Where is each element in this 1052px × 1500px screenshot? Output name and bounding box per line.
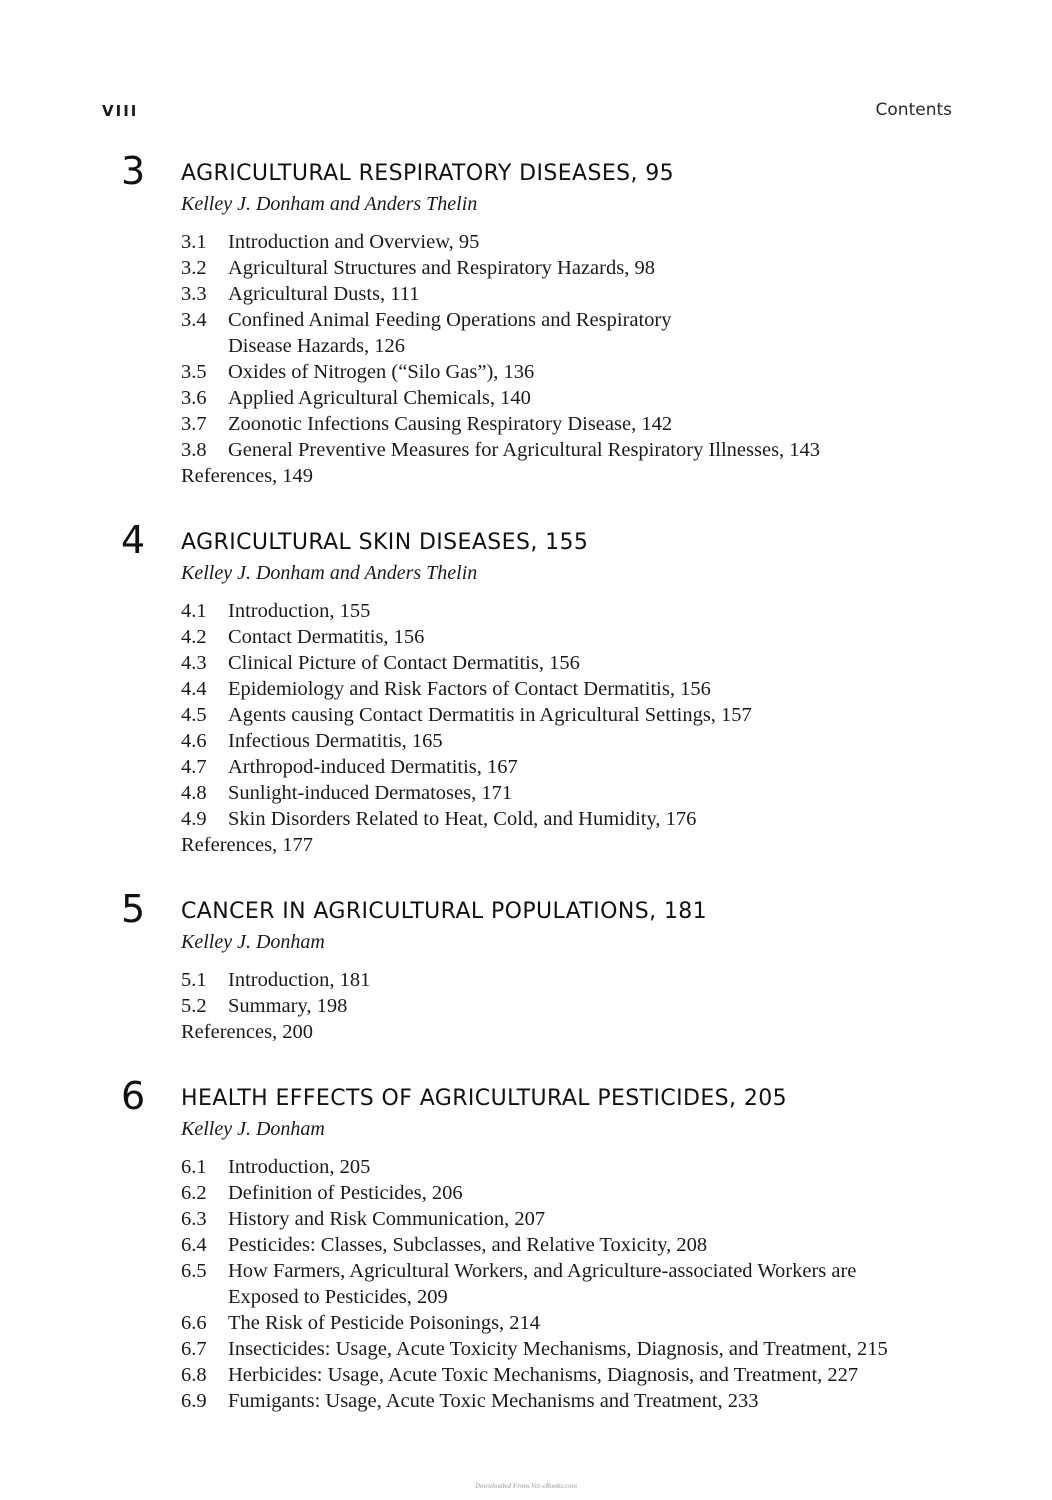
chapter-author: Kelley J. Donham bbox=[181, 931, 325, 953]
chapter-title: AGRICULTURAL RESPIRATORY DISEASES, 95 bbox=[181, 161, 675, 186]
section-title: Definition of Pesticides, 206 bbox=[228, 1182, 463, 1204]
section-number: 3.7 bbox=[181, 413, 207, 435]
toc-entry bbox=[181, 1388, 941, 1414]
section-title: Introduction and Overview, 95 bbox=[228, 231, 480, 253]
toc-entry bbox=[181, 1258, 941, 1310]
section-number: 4.4 bbox=[181, 678, 207, 700]
references-entry: References, 200 bbox=[181, 1021, 314, 1043]
toc-entry bbox=[181, 229, 941, 255]
page-number: VIII bbox=[102, 102, 139, 120]
section-title: Contact Dermatitis, 156 bbox=[228, 626, 425, 648]
section-number: 4.8 bbox=[181, 782, 207, 804]
section-number: 5.2 bbox=[181, 995, 207, 1017]
section-title: Confined Animal Feeding Operations and Respiratory bbox=[228, 309, 672, 331]
section-number: 6.2 bbox=[181, 1182, 207, 1204]
toc-entry bbox=[181, 967, 941, 993]
section-title: Summary, 198 bbox=[228, 995, 348, 1017]
section-number: 4.6 bbox=[181, 730, 207, 752]
references-entry: References, 149 bbox=[181, 465, 314, 487]
toc-entry bbox=[181, 307, 941, 359]
chapter-title: AGRICULTURAL SKIN DISEASES, 155 bbox=[181, 530, 589, 555]
toc-entry bbox=[181, 1154, 941, 1180]
toc-entry bbox=[181, 754, 941, 780]
section-title: Arthropod-induced Dermatitis, 167 bbox=[228, 756, 518, 778]
toc-entry bbox=[181, 1310, 941, 1336]
section-number: 6.4 bbox=[181, 1234, 207, 1256]
section-number: 3.1 bbox=[181, 231, 207, 253]
section-number: 4.1 bbox=[181, 600, 207, 622]
toc-entry bbox=[181, 780, 941, 806]
section-number: 6.5 bbox=[181, 1260, 207, 1282]
section-number: 3.5 bbox=[181, 361, 207, 383]
toc-entry bbox=[181, 728, 941, 754]
toc-entry bbox=[181, 385, 941, 411]
section-title: Introduction, 181 bbox=[228, 969, 371, 991]
section-title: How Farmers, Agricultural Workers, and Agriculture-associated Workers are bbox=[228, 1260, 857, 1282]
section-title: Applied Agricultural Chemicals, 140 bbox=[228, 387, 531, 409]
section-number: 3.4 bbox=[181, 309, 207, 331]
section-number: 6.7 bbox=[181, 1338, 207, 1360]
section-title-continuation: Exposed to Pesticides, 209 bbox=[228, 1286, 448, 1308]
section-list bbox=[181, 1154, 941, 1414]
chapter-author: Kelley J. Donham bbox=[181, 1118, 325, 1140]
section-number: 3.2 bbox=[181, 257, 207, 279]
section-number: 6.8 bbox=[181, 1364, 207, 1386]
section-number: 6.1 bbox=[181, 1156, 207, 1178]
section-title: History and Risk Communication, 207 bbox=[228, 1208, 546, 1230]
section-title: Herbicides: Usage, Acute Toxic Mechanisms, Diagnosis, and Treatment, 227 bbox=[228, 1364, 859, 1386]
section-number: 6.9 bbox=[181, 1390, 207, 1412]
toc-entry bbox=[181, 624, 941, 650]
toc-entry bbox=[181, 281, 941, 307]
section-number: 6.3 bbox=[181, 1208, 207, 1230]
toc-entry bbox=[181, 676, 941, 702]
section-title: General Preventive Measures for Agricultural Respiratory Illnesses, 143 bbox=[228, 439, 821, 461]
running-head: Contents bbox=[875, 100, 952, 120]
section-title: Skin Disorders Related to Heat, Cold, and Humidity, 176 bbox=[228, 808, 697, 830]
section-title: Infectious Dermatitis, 165 bbox=[228, 730, 443, 752]
chapter-title: HEALTH EFFECTS OF AGRICULTURAL PESTICIDES, 205 bbox=[181, 1086, 788, 1111]
toc-entry bbox=[181, 702, 941, 728]
section-number: 4.2 bbox=[181, 626, 207, 648]
footer-watermark: Downloaded From Vet-eBooks.com bbox=[474, 1482, 578, 1490]
section-title: Agricultural Structures and Respiratory Hazards, 98 bbox=[228, 257, 655, 279]
references-entry: References, 177 bbox=[181, 834, 314, 856]
toc-entry bbox=[181, 359, 941, 385]
chapter-author: Kelley J. Donham and Anders Thelin bbox=[181, 193, 478, 215]
section-title: Fumigants: Usage, Acute Toxic Mechanisms and Treatment, 233 bbox=[228, 1390, 759, 1412]
toc-entry bbox=[181, 437, 941, 463]
section-title: Sunlight-induced Dermatoses, 171 bbox=[228, 782, 513, 804]
chapter-number: 4 bbox=[121, 518, 146, 562]
toc-entry bbox=[181, 1362, 941, 1388]
toc-entry bbox=[181, 255, 941, 281]
chapter-author: Kelley J. Donham and Anders Thelin bbox=[181, 562, 478, 584]
section-number: 4.9 bbox=[181, 808, 207, 830]
section-title: Introduction, 155 bbox=[228, 600, 371, 622]
section-list bbox=[181, 229, 941, 489]
toc-entry bbox=[181, 1336, 941, 1362]
toc-entry bbox=[181, 993, 941, 1019]
toc-entry bbox=[181, 1232, 941, 1258]
section-number: 3.6 bbox=[181, 387, 207, 409]
toc-entry bbox=[181, 1180, 941, 1206]
section-title: Insecticides: Usage, Acute Toxicity Mechanisms, Diagnosis, and Treatment, 215 bbox=[228, 1338, 888, 1360]
section-number: 4.5 bbox=[181, 704, 207, 726]
section-list bbox=[181, 598, 941, 858]
section-number: 4.3 bbox=[181, 652, 207, 674]
section-title: Epidemiology and Risk Factors of Contact Dermatitis, 156 bbox=[228, 678, 711, 700]
section-number: 6.6 bbox=[181, 1312, 207, 1334]
toc-entry bbox=[181, 650, 941, 676]
chapter-number: 6 bbox=[121, 1074, 146, 1118]
toc-entry bbox=[181, 411, 941, 437]
chapter-number: 3 bbox=[121, 149, 146, 193]
section-title: Clinical Picture of Contact Dermatitis, 156 bbox=[228, 652, 580, 674]
section-number: 3.3 bbox=[181, 283, 207, 305]
page-header bbox=[102, 100, 952, 124]
toc-entry bbox=[181, 598, 941, 624]
section-title: Oxides of Nitrogen (“Silo Gas”), 136 bbox=[228, 361, 535, 383]
chapter-number: 5 bbox=[121, 887, 146, 931]
section-title-continuation: Disease Hazards, 126 bbox=[228, 335, 406, 357]
section-title: Introduction, 205 bbox=[228, 1156, 371, 1178]
chapter-title: CANCER IN AGRICULTURAL POPULATIONS, 181 bbox=[181, 899, 708, 924]
toc-entry bbox=[181, 806, 941, 832]
section-title: Agricultural Dusts, 111 bbox=[228, 283, 420, 305]
section-title: Pesticides: Classes, Subclasses, and Relative Toxicity, 208 bbox=[228, 1234, 708, 1256]
section-list bbox=[181, 967, 941, 1045]
toc-entry bbox=[181, 1206, 941, 1232]
section-number: 3.8 bbox=[181, 439, 207, 461]
section-title: Agents causing Contact Dermatitis in Agricultural Settings, 157 bbox=[228, 704, 752, 726]
section-title: Zoonotic Infections Causing Respiratory Disease, 142 bbox=[228, 413, 673, 435]
section-number: 4.7 bbox=[181, 756, 207, 778]
section-number: 5.1 bbox=[181, 969, 207, 991]
section-title: The Risk of Pesticide Poisonings, 214 bbox=[228, 1312, 541, 1334]
